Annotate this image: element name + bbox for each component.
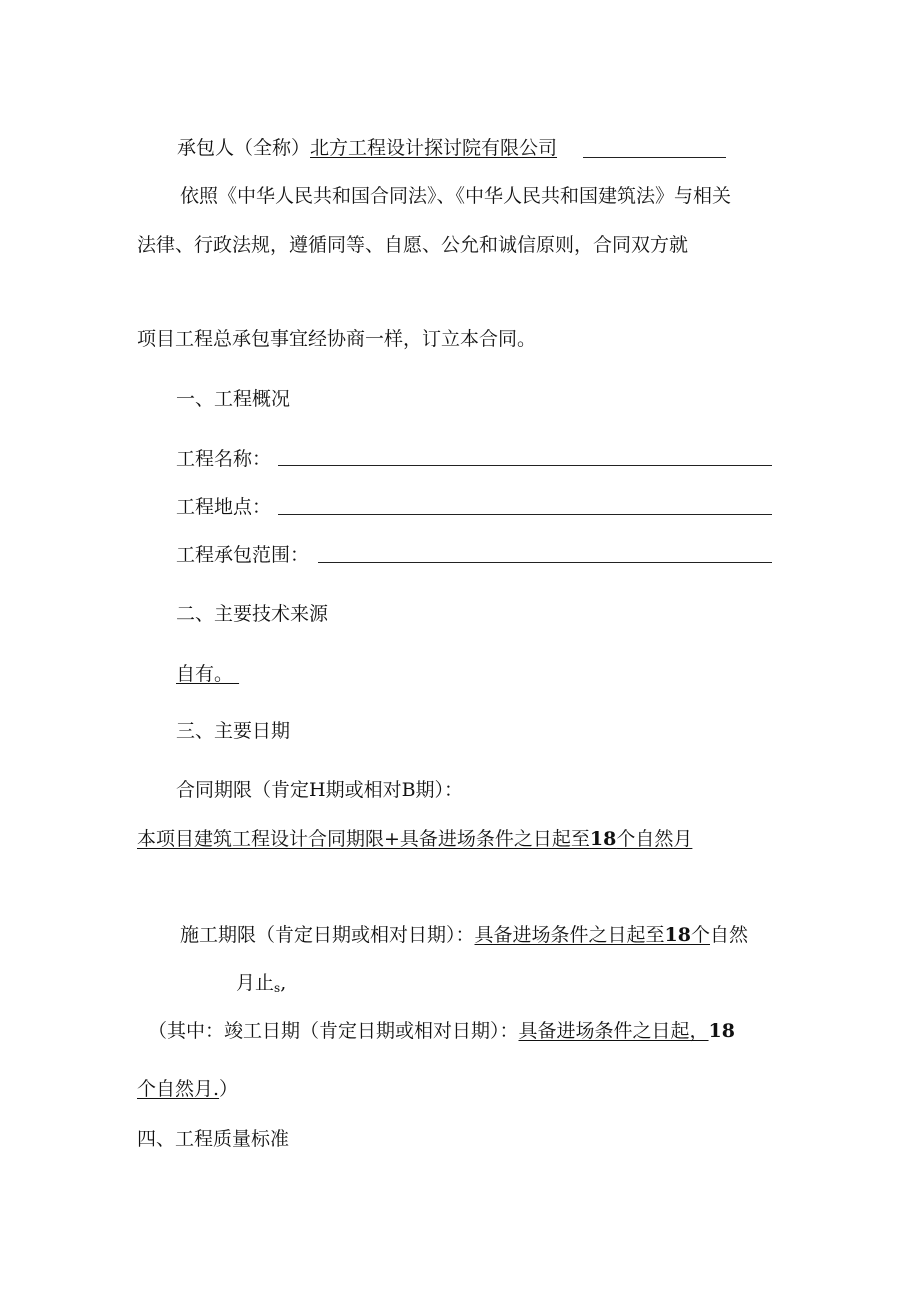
section4-heading: 四、工程质量标准 (137, 1128, 290, 1150)
completion-months: 18 (708, 1020, 735, 1042)
construction-term-label: 施工期限（肯定日期或相对日期）： (180, 924, 475, 946)
project-name-label: 工程名称： (176, 448, 272, 470)
project-scope-field[interactable] (318, 562, 772, 563)
contractor-label: 承包人（全称） (177, 137, 311, 159)
construction-term-line-2: 月止$_s$, (236, 972, 287, 995)
completion-date-line (148, 1019, 735, 1043)
section2-heading: 二、主要技术来源 (176, 603, 329, 625)
project-location-label: 工程地点： (176, 496, 272, 518)
preamble-line-1: 依照《中华人民共和国合同法》、《中华人民共和国建筑法》与相关 (180, 185, 732, 207)
preamble-line-3: 项目工程总承包事宜经协商一样，订立本合同。 (137, 328, 537, 350)
contractor-name: 北方工程设计探讨院有限公司 (310, 137, 558, 159)
section3-heading: 三、主要日期 (176, 720, 291, 742)
project-location-field[interactable] (278, 514, 772, 515)
contractor-blank-line (583, 157, 726, 158)
completion-date-line-2: 个自然月.） (137, 1078, 239, 1100)
construction-term-line: 施工期限（肯定日期或相对日期）：具备进场条件之日起至18个自然 (180, 924, 749, 946)
construction-term-value: 具备进场条件之日起至18个 (474, 924, 710, 946)
technology-source-value: 自有。 (176, 663, 234, 685)
preamble-line-2: 法律、行政法规，遵循同等、自愿、公允和诚信原则，合同双方就 (137, 234, 689, 256)
contract-term-label: 合同期限（肯定H期或相对B期）： (176, 779, 464, 801)
section1-heading: 一、工程概况 (176, 388, 291, 410)
project-name-field[interactable] (278, 465, 772, 466)
completion-date-label: （其中：竣工日期（肯定日期或相对日期）： (148, 1020, 519, 1042)
contractor-line (177, 136, 557, 160)
contract-term-value: 本项目建筑工程设计合同期限+具备进场条件之日起至18个自然月 (137, 828, 693, 850)
completion-date-value: 具备进场条件之日起， (518, 1020, 709, 1042)
project-scope-label: 工程承包范围： (176, 544, 310, 566)
contract-term-months: 18 (589, 828, 617, 850)
